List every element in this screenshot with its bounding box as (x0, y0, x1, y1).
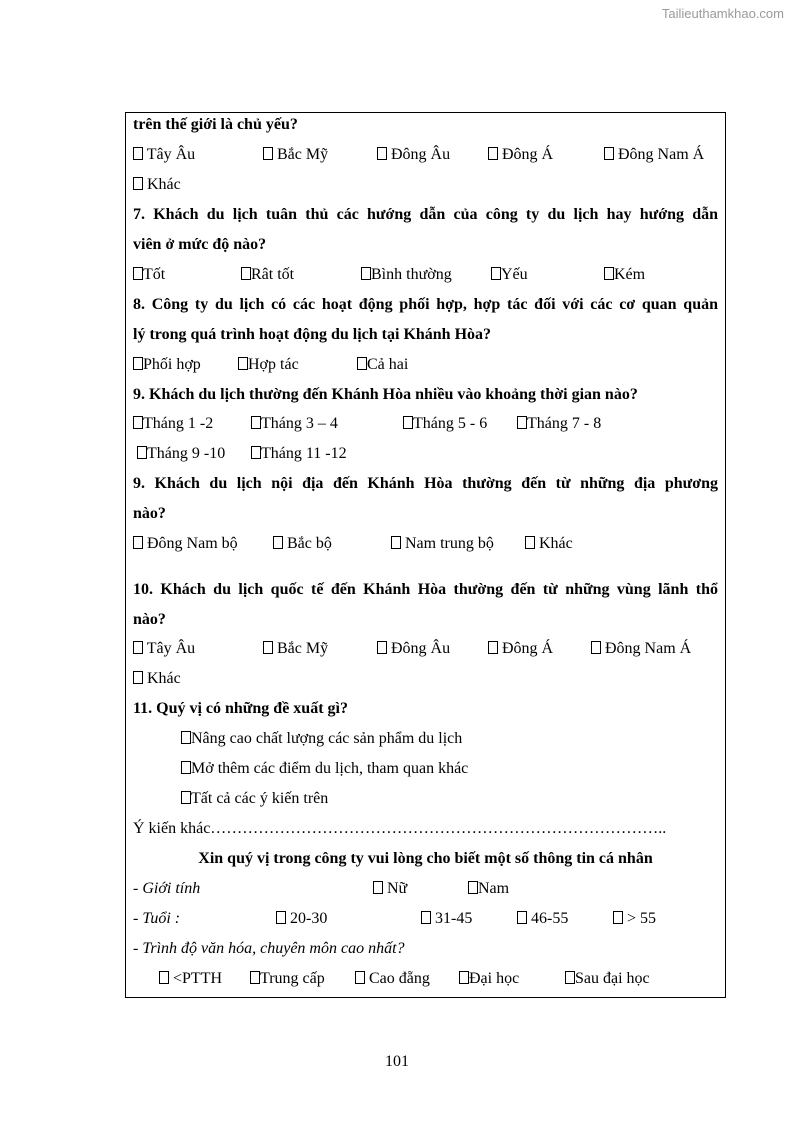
checkbox-icon[interactable] (251, 446, 261, 459)
q11-option-row (133, 754, 718, 784)
q9a-option[interactable]: Tháng 3 – 4 (251, 409, 338, 439)
q9a-option[interactable]: Tháng 11 -12 (251, 439, 347, 469)
checkbox-icon[interactable] (133, 671, 143, 684)
checkbox-icon[interactable] (250, 971, 260, 984)
age-row (133, 904, 718, 934)
q11-option-row (133, 724, 718, 754)
q9a-option[interactable]: Tháng 1 -2 (133, 409, 213, 439)
checkbox-icon[interactable] (517, 416, 527, 429)
q7-option[interactable]: Yếu (491, 260, 528, 290)
q10-options-row2 (133, 664, 718, 694)
gender-option[interactable]: Nữ (373, 874, 407, 904)
q6-option[interactable]: Tây Âu (133, 140, 195, 170)
q8-text-line1: 8. Công ty du lịch có các hoạt động phối hợp, hợp tác đối với các cơ quan quản (133, 296, 718, 313)
checkbox-icon[interactable] (133, 147, 143, 160)
checkbox-icon[interactable] (181, 761, 191, 774)
checkbox-icon[interactable] (373, 881, 383, 894)
q7-option[interactable]: Bình thường (361, 260, 452, 290)
other-opinion-field[interactable]: Ý kiến khác………………………………………………………………………….. (133, 820, 667, 837)
q9b-option[interactable]: Bắc bộ (273, 529, 332, 559)
q9a-options-row2 (133, 439, 718, 469)
q10-option[interactable]: Đông Á (488, 634, 553, 664)
q6-option[interactable]: Đông Nam Á (604, 140, 704, 170)
q9a-options-row1 (133, 409, 718, 439)
q9a-option[interactable]: Tháng 9 -10 (137, 439, 225, 469)
q6-option[interactable]: Đông Âu (377, 140, 450, 170)
checkbox-icon[interactable] (468, 881, 478, 894)
q9b-options (133, 529, 718, 559)
checkbox-icon[interactable] (276, 911, 286, 924)
checkbox-icon[interactable] (133, 641, 143, 654)
q11-option[interactable]: Nâng cao chất lượng các sản phẩm du lịch (181, 724, 462, 754)
checkbox-icon[interactable] (238, 357, 248, 370)
age-option[interactable]: 46-55 (517, 904, 568, 934)
q6-option[interactable]: Bắc Mỹ (263, 140, 328, 170)
checkbox-icon[interactable] (357, 357, 367, 370)
q7-text-line1: 7. Khách du lịch tuân thủ các hướng dẫn của công ty du lịch hay hướng dẫn (133, 206, 718, 223)
checkbox-icon[interactable] (604, 147, 614, 160)
checkbox-icon[interactable] (377, 641, 387, 654)
checkbox-icon[interactable] (181, 731, 191, 744)
checkbox-icon[interactable] (181, 791, 191, 804)
q8-option[interactable]: Cả hai (357, 350, 408, 380)
checkbox-icon[interactable] (251, 416, 261, 429)
q6-text: trên thế giới là chủ yếu? (133, 116, 298, 133)
gender-label: - Giới tính (133, 880, 201, 897)
checkbox-icon[interactable] (137, 446, 147, 459)
gender-row (133, 874, 718, 904)
age-option[interactable]: 31-45 (421, 904, 472, 934)
q8-option[interactable]: Hợp tác (238, 350, 299, 380)
q11-option[interactable]: Mở thêm các điểm du lịch, tham quan khác (181, 754, 468, 784)
checkbox-icon[interactable] (403, 416, 413, 429)
q10-option[interactable]: Đông Âu (377, 634, 450, 664)
checkbox-icon[interactable] (565, 971, 575, 984)
checkbox-icon[interactable] (459, 971, 469, 984)
checkbox-icon[interactable] (488, 641, 498, 654)
checkbox-icon[interactable] (241, 267, 251, 280)
q7-option[interactable]: Kém (604, 260, 645, 290)
checkbox-icon[interactable] (488, 147, 498, 160)
checkbox-icon[interactable] (421, 911, 431, 924)
q6-option[interactable]: Đông Á (488, 140, 553, 170)
checkbox-icon[interactable] (377, 147, 387, 160)
q7-options (133, 260, 718, 290)
education-row (133, 964, 718, 994)
checkbox-icon[interactable] (273, 536, 283, 549)
age-label: - Tuổi : (133, 910, 181, 927)
checkbox-icon[interactable] (591, 641, 601, 654)
q11-option-row (133, 784, 718, 814)
checkbox-icon[interactable] (517, 911, 527, 924)
education-option[interactable]: Trung cấp (250, 964, 325, 994)
q6-options-row1 (133, 140, 718, 170)
q9a-text: 9. Khách du lịch thường đến Khánh Hòa nhiều vào khoảng thời gian nào? (133, 386, 638, 403)
q11-option[interactable]: Tất cả các ý kiến trên (181, 784, 328, 814)
checkbox-icon[interactable] (263, 147, 273, 160)
q9b-text-line2: nào? (133, 505, 166, 522)
checkbox-icon[interactable] (133, 177, 143, 190)
q8-options (133, 350, 718, 380)
q7-text-line2: viên ở mức độ nào? (133, 236, 267, 253)
education-option[interactable]: Sau đại học (565, 964, 650, 994)
q9b-option[interactable]: Nam trung bộ (391, 529, 494, 559)
q11-text: 11. Quý vị có những đề xuất gì? (133, 700, 348, 717)
checkbox-icon[interactable] (133, 267, 143, 280)
education-option[interactable]: Cao đẵng (355, 964, 430, 994)
q10-option[interactable]: Tây Âu (133, 634, 195, 664)
personal-info-heading: Xin quý vị trong công ty vui lòng cho biết một số thông tin cá nhân (198, 850, 653, 867)
q9b-option[interactable]: Đông Nam bộ (133, 529, 238, 559)
q9a-option[interactable]: Tháng 7 - 8 (517, 409, 601, 439)
checkbox-icon[interactable] (133, 416, 143, 429)
q10-option[interactable]: Khác (133, 664, 181, 694)
checkbox-icon[interactable] (133, 536, 143, 549)
checkbox-icon[interactable] (525, 536, 535, 549)
q10-text-line1: 10. Khách du lịch quốc tế đến Khánh Hòa thường đến từ những vùng lãnh thổ (133, 581, 718, 598)
q7-option[interactable]: Tốt (133, 260, 165, 290)
q10-text-line2: nào? (133, 611, 166, 628)
checkbox-icon[interactable] (491, 267, 501, 280)
q10-option[interactable]: Đông Nam Á (591, 634, 691, 664)
q9a-option[interactable]: Tháng 5 - 6 (403, 409, 487, 439)
checkbox-icon[interactable] (391, 536, 401, 549)
checkbox-icon[interactable] (361, 267, 371, 280)
q9b-text-line1: 9. Khách du lịch nội địa đến Khánh Hòa thường đến từ những địa phương (133, 475, 718, 492)
q6-option[interactable]: Khác (133, 170, 181, 200)
checkbox-icon[interactable] (263, 641, 273, 654)
checkbox-icon[interactable] (604, 267, 614, 280)
checkbox-icon[interactable] (355, 971, 365, 984)
q7-option[interactable]: Rât tốt (241, 260, 294, 290)
gender-option[interactable]: Nam (468, 874, 509, 904)
checkbox-icon[interactable] (133, 357, 143, 370)
q8-option[interactable]: Phối hợp (133, 350, 201, 380)
page-number: 101 (385, 1053, 409, 1070)
age-option[interactable]: 20-30 (276, 904, 327, 934)
q10-options-row1 (133, 634, 718, 664)
checkbox-icon[interactable] (159, 971, 169, 984)
q10-option[interactable]: Bắc Mỹ (263, 634, 328, 664)
education-label: - Trình độ văn hóa, chuyên môn cao nhất? (133, 940, 405, 957)
age-option[interactable]: > 55 (613, 904, 656, 934)
watermark: Tailieuthamkhao.com (661, 6, 784, 21)
q6-options-row2 (133, 170, 718, 200)
checkbox-icon[interactable] (613, 911, 623, 924)
education-option[interactable]: Đại học (459, 964, 519, 994)
q9b-option[interactable]: Khác (525, 529, 573, 559)
education-option[interactable]: <PTTH (159, 964, 222, 994)
q8-text-line2: lý trong quá trình hoạt động du lịch tại Khánh Hòa? (133, 326, 492, 343)
